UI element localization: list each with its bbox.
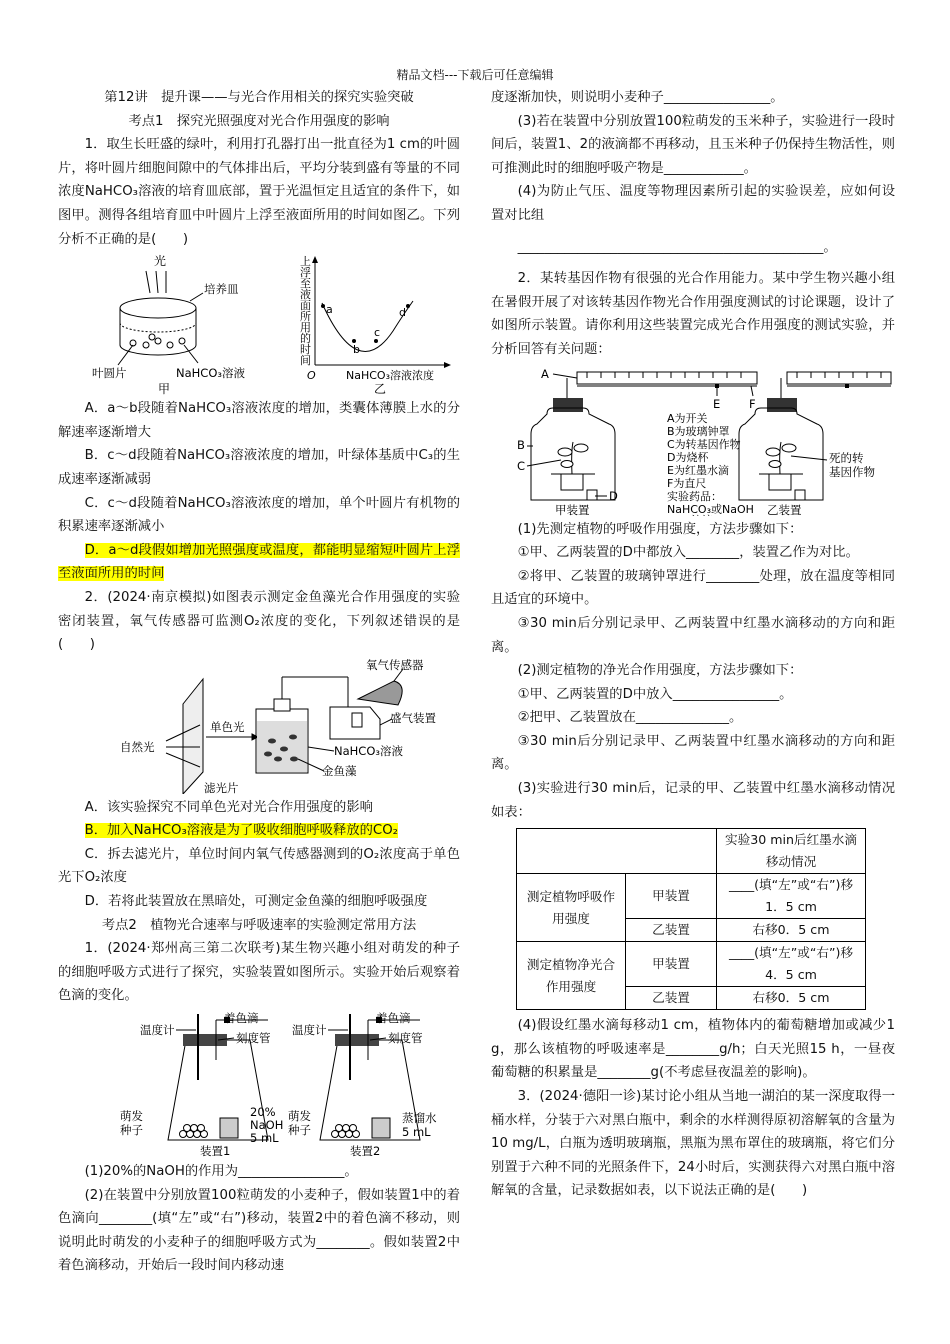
fig2-light: 自然光 (120, 739, 155, 754)
results-table (516, 828, 866, 1010)
question-2: 2．(2024·南京模拟)如图表示测定金鱼藻光合作用强度的实验密闭装置，氧气传感器可监测O₂浓度的变化，下列叙述错误的是( ) (58, 589, 460, 653)
q4-step-1: (1)先测定植物的呼吸作用强度，方法步骤如下： (517, 521, 803, 537)
q4-step-2a: ①甲、乙两装置的D中放入________________。 (517, 686, 793, 702)
svg-text:乙装置: 乙装置 (767, 502, 802, 516)
svg-text:实验药品：: 实验药品： (667, 489, 722, 503)
svg-text:面: 面 (300, 299, 311, 313)
svg-text:至: 至 (300, 277, 311, 291)
table-jia-2: 甲装置 (626, 942, 717, 987)
svg-text:B: B (517, 437, 525, 452)
figure-4-svg (491, 364, 895, 516)
fig1-xaxis: NaHCO₃溶液浓度 (346, 369, 434, 383)
svg-text:NaOH: NaOH (250, 1118, 284, 1133)
svg-text:上: 上 (300, 255, 311, 269)
table-jia-1: 甲装置 (626, 874, 717, 919)
fig1-soln: NaHCO₃溶液 (176, 366, 245, 381)
table-group-2: 测定植物净光合作用强度 (517, 942, 626, 1010)
q2-option-a: A．该实验探究不同单色光对光合作用强度的影响 (84, 799, 373, 815)
q4-step-1b: ②将甲、乙装置的玻璃钟罩进行________处理，放在温度等相同且适宜的环境中。 (491, 568, 895, 608)
svg-text:死的转: 死的转 (829, 450, 864, 465)
table-yi-2: 乙装置 (626, 987, 717, 1010)
fig1-jia: 甲 (158, 382, 171, 396)
q1-option-a: A．a～b段随着NaHCO₃溶液浓度的增加，类囊体薄膜上水的分解速率逐渐增大 (58, 401, 460, 440)
svg-text:用: 用 (300, 321, 311, 335)
svg-text:种子: 种子 (288, 1123, 311, 1138)
svg-text:刻度管: 刻度管 (236, 1031, 271, 1046)
fig2-soln: NaHCO₃溶液 (334, 743, 403, 758)
fig1-light: 光 (154, 254, 167, 269)
svg-text:蒸馏水: 蒸馏水 (402, 1111, 437, 1126)
fig1-dish: 培养皿 (204, 282, 239, 297)
q4-step-1a: ①甲、乙两装置的D中都放入________，装置乙作为对比。 (517, 545, 859, 561)
table-cell-3: ____(填“左”或“右”)移4．5 cm (717, 942, 866, 987)
svg-text:D: D (609, 488, 618, 503)
q3-part-2: (2)在装置中分别放置100粒萌发的小麦种子，假如装置1中的着色滴向________(填“左”或“右”)移动，装置2中的着色滴不移动，则说明此时萌发的小麦种子的细胞呼吸方式为________。假如装置2中着色滴移动，开始后一段时间内移动速 (58, 1187, 460, 1274)
figure-2-svg (58, 659, 460, 794)
q4-step-2b: ②把甲、乙装置放在______________。 (517, 710, 743, 726)
svg-text:萌发: 萌发 (120, 1109, 143, 1124)
svg-text:的: 的 (300, 332, 311, 346)
svg-text:种子: 种子 (120, 1123, 143, 1138)
figure-3 (58, 1010, 460, 1158)
fig2-box: 盛气装置 (390, 710, 436, 725)
table-cell-2: 右移0．5 cm (717, 919, 866, 942)
lesson-title: 第12讲 提升课——与光合作用相关的探究实验突破 (104, 90, 414, 105)
q3-part-4-blank: ______________________________________________。 (517, 239, 837, 255)
svg-text:液: 液 (300, 288, 311, 302)
section2-title: 考点2 植物光合速率与呼吸速率的实验测定常用方法 (101, 917, 417, 933)
figure-1 (58, 253, 460, 395)
svg-text:c: c (374, 326, 381, 340)
svg-text:着色滴: 着色滴 (376, 1011, 411, 1026)
svg-text:5 mL: 5 mL (250, 1131, 279, 1146)
figure-3-svg (58, 1010, 460, 1158)
q1-option-b: B．c～d段随着NaHCO₃溶液浓度的增加，叶绿体基质中C₃的生成速率逐渐减弱 (58, 448, 460, 487)
q4-step-2c: ③30 min后分别记录甲、乙两装置中红墨水滴移动的方向和距离。 (491, 733, 895, 773)
fig2-plant: 金鱼藻 (322, 763, 357, 778)
figure-1-svg (58, 253, 460, 395)
section1-title: 考点1 探究光照强度对光合作用强度的影响 (128, 113, 390, 129)
svg-text:装置2: 装置2 (350, 1144, 381, 1159)
svg-text:间: 间 (300, 354, 311, 368)
svg-text:E: E (713, 396, 721, 411)
svg-text:b: b (353, 343, 360, 357)
fig1-origin: O (307, 369, 316, 383)
fig1-leaf: 叶圆片 (92, 366, 127, 381)
svg-text:温度计: 温度计 (140, 1023, 175, 1038)
page-header: 精品文档---下载后可任意编辑 (396, 68, 554, 82)
svg-text:时: 时 (300, 343, 311, 357)
svg-text:a: a (326, 303, 333, 317)
q3-part-4: (4)为防止气压、温度等物理因素所引起的实验误差，应如何设置对比组 (491, 184, 895, 223)
svg-text:着色滴: 着色滴 (224, 1011, 259, 1026)
svg-text:所: 所 (300, 310, 311, 324)
svg-text:刻度管: 刻度管 (388, 1031, 423, 1046)
q4-step-1c: ③30 min后分别记录甲、乙两装置中红墨水滴移动的方向和距离。 (491, 615, 895, 655)
fig2-mono: 单色光 (210, 719, 245, 734)
question-1: 1．取生长旺盛的绿叶，利用打孔器打出一批直径为1 cm的叶圆片，将叶圆片细胞间隙中的气体排出后，平均分装到盛有等量的不同浓度NaHCO₃溶液的培育皿底部，置于光温恒定且适宜的条件下，如图甲。测得各组培育皿中叶圆片上浮至液面所用的时间如图乙。下列分析不正确的是( ) (58, 137, 460, 247)
svg-text:C为转基因作物: C为转基因作物 (667, 437, 741, 451)
svg-text:温度计: 温度计 (292, 1023, 327, 1038)
svg-text:20%: 20% (250, 1105, 276, 1120)
right-column (491, 86, 895, 1203)
table-yi-1: 乙装置 (626, 919, 717, 942)
svg-text:萌发: 萌发 (288, 1109, 311, 1124)
figure-4 (491, 364, 895, 516)
fig2-sensor: 氧气传感器 (366, 658, 424, 672)
svg-text:A为开关: A为开关 (667, 411, 708, 425)
svg-text:基因作物: 基因作物 (829, 464, 875, 479)
q2-option-b: B．加入NaHCO₃溶液是为了吸收细胞呼吸释放的CO₂ (84, 823, 399, 839)
svg-text:B为玻璃钟罩: B为玻璃钟罩 (667, 424, 730, 438)
device-yi (739, 372, 891, 516)
q1-option-d: D．a～d段假如增加光照强度或温度，都能明显缩短叶圆片上浮至液面所用的时间 (58, 542, 460, 582)
svg-text:NaHCO₃或NaOH: NaHCO₃或NaOH (667, 502, 754, 516)
figure-2 (58, 659, 460, 794)
q1-option-c: C．c～d段随着NaHCO₃溶液浓度的增加，单个叶圆片有机物的积累速率逐渐减小 (58, 495, 460, 535)
svg-text:甲装置: 甲装置 (555, 502, 590, 516)
device-1 (120, 1011, 283, 1158)
table-cell-4: 右移0．5 cm (717, 987, 866, 1010)
q4-step-4: (4)假设红墨水滴每移动1 cm，植物体内的葡萄糖增加或减少1 g，那么该植物的呼吸速率是________g/h；白天光照15 h，一昼夜葡萄糖的积累量是________g(不考虑昼夜温差的影响)。 (491, 1018, 895, 1081)
table-group-1: 测定植物呼吸作用强度 (517, 874, 626, 942)
left-column (58, 86, 460, 1278)
device-2 (288, 1011, 437, 1158)
svg-text:F: F (749, 396, 756, 411)
question-4: 2．某转基因作物有很强的光合作用能力。某中学生物兴趣小组在暑假开展了对该转基因作物光合作用强度测试的讨论课题，设计了如图所示装置。请你利用这些装置完成光合作用强度的测试实验，并分析回答有关问题： (491, 271, 895, 357)
q4-step-2: (2)测定植物的净光合作用强度，方法步骤如下： (517, 663, 803, 679)
question-3: 1．(2024·郑州高三第二次联考)某生物兴趣小组对萌发的种子的细胞呼吸方式进行了探究，实验装置如图所示。实验开始后观察着色滴的变化。 (58, 941, 460, 1004)
svg-text:5 mL: 5 mL (402, 1125, 431, 1140)
table-head: 实验30 min后红墨水滴移动情况 (717, 829, 866, 874)
fig1-yi: 乙 (374, 382, 387, 396)
svg-text:溶液 (691, 513, 713, 516)
fig2-filter: 滤光片 (204, 780, 239, 794)
q2-option-c: C．拆去滤光片，单位时间内氧气传感器测到的O₂浓度高于单色光下O₂浓度 (58, 846, 460, 886)
question-5: 3．(2024·德阳一诊)某讨论小组从当地一湖泊的某一深度取得一桶水样，分装于六对黑白瓶中，剩余的水样测得原初溶解氧的含量为10 mg/L，白瓶为透明玻璃瓶，黑瓶为黑布罩住的玻璃瓶，将它们分别置于六种不同的光照条件下，24小时后，实测获得六对黑白瓶中溶解氧的含量，记录数据如表，以下说法正确的是( ) (491, 1089, 895, 1199)
table-cell-1: ____(填“左”或“右”)移1．5 cm (717, 874, 866, 919)
svg-text:F为直尺: F为直尺 (667, 476, 707, 490)
q3-part-2-cont: 度逐渐加快，则说明小麦种子________________。 (491, 90, 784, 105)
q2-option-d: D．若将此装置放在黑暗处，可测定金鱼藻的细胞呼吸强度 (84, 894, 428, 910)
svg-text:D为烧杯: D为烧杯 (667, 450, 709, 464)
svg-text:浮: 浮 (300, 266, 311, 280)
svg-text:A: A (541, 366, 549, 381)
q3-part-1: (1)20%的NaOH的作用为________________。 (84, 1164, 358, 1180)
svg-text:d: d (399, 306, 406, 320)
svg-text:E为红墨水滴: E为红墨水滴 (667, 463, 729, 477)
q3-part-3: (3)若在装置中分别放置100粒萌发的玉米种子，实验进行一段时间后，装置1、2的液滴都不再移动，且玉米种子仍保持生物活性，则可推测此时的细胞呼吸产物是____________。 (491, 113, 895, 176)
svg-text:装置1: 装置1 (200, 1144, 231, 1159)
q4-step-3: (3)实验进行30 min后，记录的甲、乙装置中红墨水滴移动情况如表： (491, 781, 895, 820)
svg-text:C: C (517, 458, 526, 473)
fig1-yaxis-label (300, 254, 311, 367)
